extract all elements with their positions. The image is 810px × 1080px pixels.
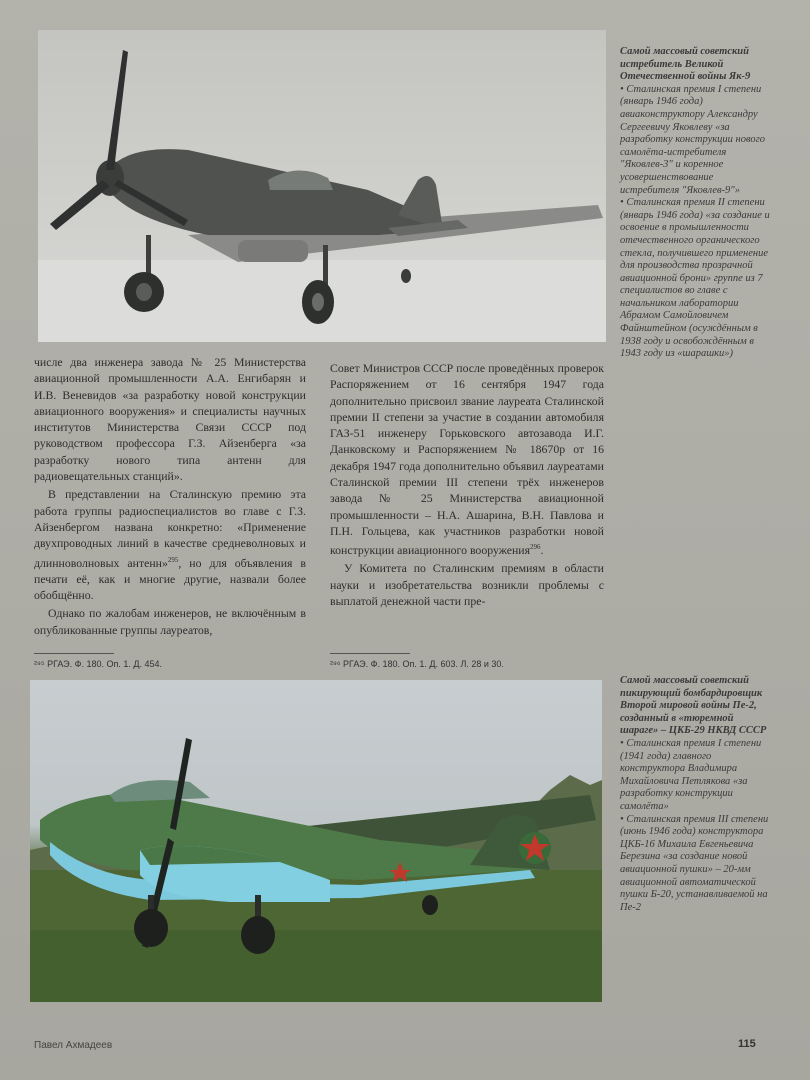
footnote-left: ²⁹⁵ РГАЭ. Ф. 180. Оп. 1. Д. 454. (34, 659, 162, 669)
running-footer-author: Павел Ахмадеев (34, 1040, 113, 1051)
text-column-right (330, 360, 604, 609)
caption-item: • Сталинская премия II степени (январь 1946 года) «за создание и освоение в промышленности отечественного органического стекла, получившего применение для производства прозрачной авиационной брони» группе из 7 специалистов во главе с начальником лаборатории Абрамом Самойловичем Файнштейном (осуждённым в 1938 году и освобождённым в 1943 году из «шарашки») (620, 197, 770, 361)
pe-2-aircraft-image (30, 680, 602, 1002)
text-column-left (34, 354, 306, 638)
caption-item: • Сталинская премия I степени (январь 1946 года) авиаконструктору Александру Сергеевичу Яковлеву «за разработку конструкции нового самолёта-истребителя "Яковлев-3" и коренное усовершенствование истребителя "Яковлев-9"» (620, 84, 770, 197)
paragraph: числе два инженера завода № 25 Министерства авиационной промышленности А.А. Енгибарян и И.В. Веневидов «за разработку новой конструкции авиационного вооружения» и специалисты научных институтов Министерства Связи СССР под руководством профессора Г.З. Айзенберга «за разработку нового типа антенн для радиовещательных станций». (34, 355, 306, 484)
yak-9-aircraft-image (38, 30, 606, 342)
photo-pe-2 (30, 680, 602, 1002)
paragraph-text: . (540, 543, 544, 558)
paragraph (330, 360, 604, 558)
footnote-right: ²⁹⁶ РГАЭ. Ф. 180. Оп. 1. Д. 603. Л. 28 и 30. (330, 659, 504, 669)
caption-title: Самой массовый советский пикирующий бомбардировщик Второй мировой войны Пе-2, созданный в «тюремной шараге» – ЦКБ-29 НКВД СССР (620, 675, 767, 737)
caption-item: • Сталинская премия III степени (июнь 1946 года) конструктора ЦКБ-16 Михаила Евгеньевича Березина «за создание новой авиационной пушки» – 20-мм авиационной автоматической пушки Б-20, устанавливаемой на Пе-2 (620, 814, 770, 915)
caption-yak-9 (620, 46, 770, 361)
footnote-rule (330, 653, 410, 654)
page-number: 115 (738, 1038, 756, 1050)
photo-yak-9 (38, 30, 606, 342)
paragraph (34, 486, 306, 603)
paragraph-text: Совет Министров СССР после проведённых проверок Распоряжением от 16 сентября 1947 года дополнительно присвоил звание лауреата Сталинской премии II степени за участие в создании автомобиля ГАЗ-51 инженеру Горьковского автозавода И.Г. Данковскому и Распоряжением № 18670р от 16 декабря 1947 года дополнительно объявил лауреатами Сталинской премии III степени трёх инженеров завода № 25 Министерства авиационной промышленности – Н.А. Ашарина, В.Н. Павлова и П.Н. Гольцева, как участников разработки новой конструкции авиационного вооружения (330, 361, 604, 558)
paragraph: Однако по жалобам инженеров, не включённым в опубликованные группы лауреатов, (34, 606, 306, 637)
footnote-ref: 295 (167, 555, 179, 564)
footnote-rule (34, 653, 114, 654)
footnote-ref: 296 (530, 543, 541, 552)
paragraph-text: , но для объявления в печати её, как и многие другие, назвали более обобщённо. (34, 555, 306, 603)
paragraph-text: В представлении на Сталинскую премию эта работа группы радиоспециалистов во главе с Г.З. Айзенбергом названа конкретно: «Применение двухпроводных линий в качестве средневолновых и длинноволновых антенн» (34, 487, 306, 570)
caption-title: Самой массовый советский истребитель Великой Отечественной войны Як-9 (620, 46, 751, 83)
caption-item: • Сталинская премия I степени (1941 года) главного конструктора Владимира Михайловича Петлякова «за разработку конструкции самолёта» (620, 738, 770, 814)
caption-pe-2 (620, 675, 770, 914)
paragraph: У Комитета по Сталинским премиям в области науки и изобретательства возникли проблемы с выплатой денежной части пре- (330, 561, 604, 609)
